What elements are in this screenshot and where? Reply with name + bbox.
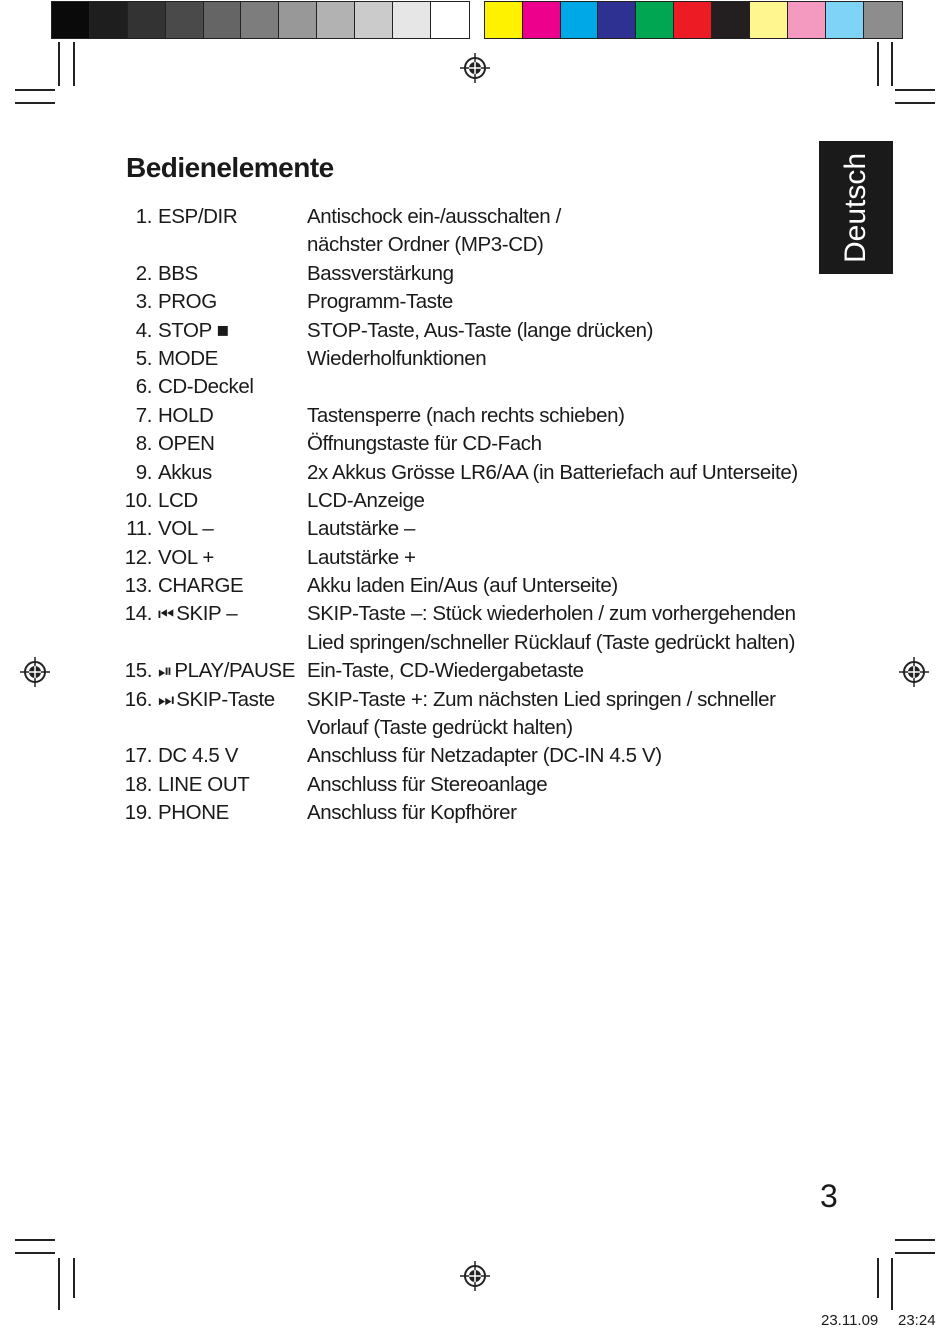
language-tab-label: Deutsch [839, 152, 872, 263]
crop-mark [891, 1258, 893, 1310]
item-label-text: SKIP-Taste [176, 687, 275, 711]
color-calibration-bar [51, 1, 903, 39]
item-description-line: SKIP-Taste –: Stück wiederholen / zum vorhergehenden [307, 602, 796, 626]
item-label [158, 657, 295, 686]
color-swatch [826, 2, 864, 38]
item-description-line: Tastensperre (nach rechts schieben) [307, 403, 625, 427]
footer-time: 23:24 [898, 1312, 936, 1329]
item-number: 5. [135, 346, 152, 370]
color-swatch [636, 2, 674, 38]
item-label [158, 487, 198, 515]
item-number: 9. [135, 460, 152, 484]
item-description [307, 771, 817, 799]
page-title: Bedienelemente [126, 152, 334, 183]
gray-swatch [90, 2, 128, 38]
item-description [307, 317, 817, 345]
item-label [158, 260, 198, 288]
gray-swatch [431, 2, 469, 38]
color-swatch [561, 2, 599, 38]
item-number: 12. [124, 545, 152, 569]
item-label [158, 459, 212, 487]
item-number: 3. [135, 290, 152, 314]
item-description [307, 373, 817, 401]
item-description-line: Lied springen/schneller Rücklauf (Taste gedrückt halten) [307, 630, 796, 654]
grayscale-swatches [51, 1, 470, 39]
gray-swatch [128, 2, 166, 38]
item-number: 13. [124, 574, 152, 598]
color-swatch [598, 2, 636, 38]
crop-mark [58, 1258, 60, 1310]
item-label-text: HOLD [158, 403, 214, 427]
item-description [307, 402, 817, 430]
color-swatch [750, 2, 788, 38]
item-description [307, 572, 817, 600]
transport-control-icon: ⏮ [158, 604, 173, 626]
item-label [158, 686, 275, 715]
item-description-line [307, 373, 817, 401]
item-description [307, 544, 817, 572]
item-label [158, 203, 237, 231]
item-description-line: SKIP-Taste +: Zum nächsten Lied springen / schneller [307, 687, 776, 711]
item-number: 8. [135, 432, 152, 456]
item-label [158, 515, 213, 543]
item-label-text: DC 4.5 V [158, 744, 238, 768]
item-label [158, 373, 254, 401]
item-description [307, 288, 817, 316]
item-number: 17. [124, 744, 152, 768]
gray-swatch [279, 2, 317, 38]
item-number: 6. [135, 375, 152, 399]
color-swatch [864, 2, 902, 38]
gray-swatch [204, 2, 242, 38]
item-number: 7. [135, 403, 152, 427]
crop-mark [877, 1258, 879, 1298]
item-label-text: PROG [158, 290, 217, 314]
crop-mark [15, 1252, 55, 1254]
gray-swatch [317, 2, 355, 38]
registration-mark-icon [899, 657, 929, 687]
page-number: 3 [820, 1178, 838, 1214]
item-label-text: CHARGE [158, 574, 244, 598]
transport-control-icon: ⏭ [158, 689, 173, 711]
item-number: 18. [124, 772, 152, 796]
item-number: 16. [124, 687, 152, 711]
item-label [158, 430, 215, 458]
item-label-text: STOP ■ [158, 318, 229, 342]
item-number: 19. [124, 801, 152, 825]
item-label [158, 544, 214, 572]
crop-mark [895, 1252, 935, 1254]
crop-mark [895, 89, 935, 91]
item-description [307, 203, 817, 260]
crop-mark [895, 102, 935, 104]
crop-mark [891, 42, 893, 86]
item-description-line: Antischock ein-/ausschalten / [307, 205, 561, 228]
item-label-text: PLAY/PAUSE [174, 659, 295, 683]
item-description [307, 345, 817, 373]
crop-mark [15, 1239, 55, 1241]
crop-mark [15, 102, 55, 104]
item-description-line: Anschluss für Kopfhörer [307, 801, 517, 825]
gray-swatch [52, 2, 90, 38]
item-description-line: Akku laden Ein/Aus (auf Unterseite) [307, 574, 618, 598]
item-label-text: CD-Deckel [158, 375, 254, 399]
item-number: 4. [135, 318, 152, 342]
gray-swatch [241, 2, 279, 38]
item-description [307, 430, 817, 458]
item-description [307, 515, 817, 543]
color-swatch [712, 2, 750, 38]
item-description-line: 2x Akkus Grösse LR6/AA (in Batteriefach auf Unterseite) [307, 460, 798, 484]
item-label [158, 288, 217, 316]
crop-mark [15, 89, 55, 91]
registration-mark-icon [20, 657, 50, 687]
crop-mark [877, 42, 879, 86]
item-description [307, 742, 817, 770]
item-description-line: STOP-Taste, Aus-Taste (lange drücken) [307, 318, 654, 342]
crop-mark [73, 42, 75, 86]
color-swatch [674, 2, 712, 38]
item-label [158, 742, 238, 770]
item-description [307, 657, 817, 685]
item-label-text: BBS [158, 261, 198, 285]
crop-mark [895, 1239, 935, 1241]
item-description [307, 686, 817, 743]
item-label-text: OPEN [158, 432, 215, 456]
item-label-text: VOL – [158, 517, 214, 541]
item-description [307, 600, 817, 657]
gray-swatch [166, 2, 204, 38]
item-number: 14. [124, 602, 152, 626]
item-number: 2. [135, 261, 152, 285]
item-label-text: MODE [158, 346, 218, 370]
color-swatch [523, 2, 561, 38]
item-label-text: ESP/DIR [158, 205, 238, 228]
item-description-line: Bassverstärkung [307, 261, 454, 285]
item-number: 10. [124, 488, 152, 512]
item-number: 1. [135, 205, 152, 228]
item-label [158, 345, 218, 373]
item-description-line: Lautstärke – [307, 517, 416, 541]
item-description-line: Programm-Taste [307, 290, 453, 314]
item-number: 11. [126, 517, 152, 541]
item-number: 15. [124, 659, 152, 683]
item-description-line: Wiederholfunktionen [307, 346, 487, 370]
item-label [158, 572, 243, 600]
item-label [158, 799, 229, 827]
item-label-text: LCD [158, 488, 198, 512]
item-description [307, 459, 817, 487]
crop-mark [58, 42, 60, 86]
item-label-text: PHONE [158, 801, 229, 825]
process-color-swatches [484, 1, 903, 39]
item-description [307, 260, 817, 288]
color-swatch [485, 2, 523, 38]
crop-mark [73, 1258, 75, 1298]
registration-mark-icon [460, 53, 490, 83]
color-swatch [788, 2, 826, 38]
gray-swatch [355, 2, 393, 38]
transport-control-icon: ⏯ [158, 661, 171, 683]
registration-mark-icon [460, 1261, 490, 1291]
item-description-line: Vorlauf (Taste gedrückt halten) [307, 716, 573, 740]
item-description-line: Ein-Taste, CD-Wiedergabetaste [307, 659, 584, 683]
footer-date: 23.11.09 [821, 1312, 879, 1329]
item-description-line: Anschluss für Stereoanlage [307, 772, 548, 796]
item-label [158, 771, 249, 799]
item-label-text: SKIP – [176, 602, 238, 626]
item-label-text: LINE OUT [158, 772, 250, 796]
item-description-line: Öffnungstaste für CD-Fach [307, 432, 542, 456]
item-label-text: VOL + [158, 545, 214, 569]
item-description-line: Anschluss für Netzadapter (DC-IN 4.5 V) [307, 744, 662, 768]
item-description [307, 799, 817, 827]
language-tab [819, 141, 893, 274]
item-label [158, 402, 213, 430]
item-description-line: nächster Ordner (MP3-CD) [307, 233, 544, 257]
item-description [307, 487, 817, 515]
item-description-line: Lautstärke + [307, 545, 416, 569]
gray-swatch [393, 2, 431, 38]
item-label [158, 317, 229, 345]
item-label-text: Akkus [158, 460, 212, 484]
item-label [158, 600, 237, 629]
item-description-line: LCD-Anzeige [307, 488, 425, 512]
